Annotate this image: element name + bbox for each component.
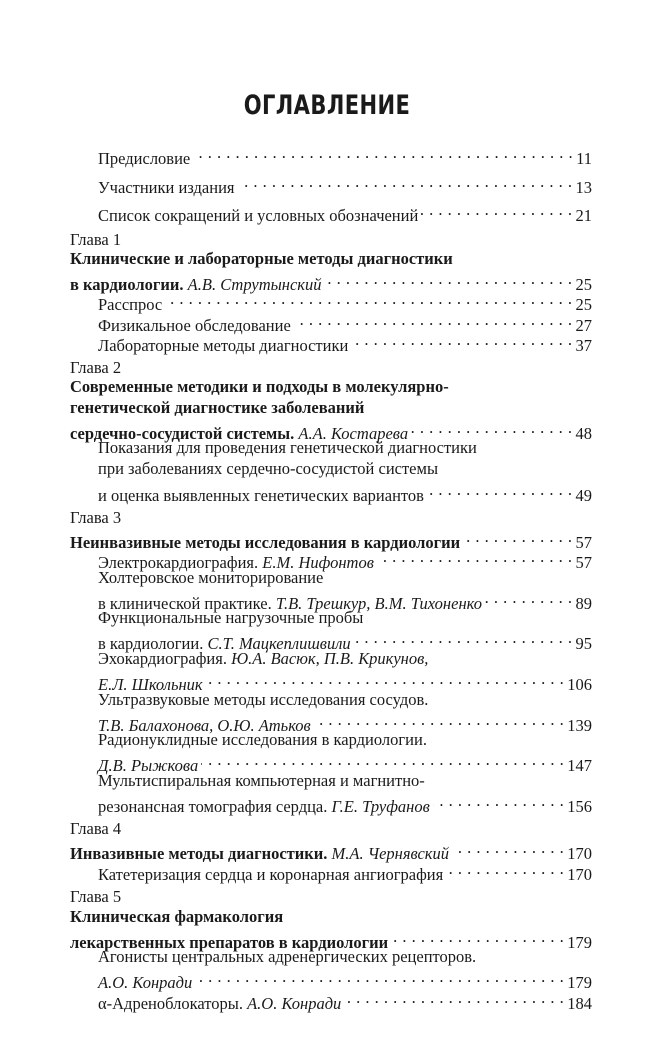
author: Д.В. Рыжкова (98, 756, 199, 775)
leader-dots (433, 790, 564, 812)
chapter-label: Глава 5 (70, 887, 122, 906)
toc-entry[interactable] (98, 709, 592, 735)
toc-entry[interactable]: Лабораторные методы диагностики . . . 37 (98, 329, 592, 351)
author: А.В. Струтынский (187, 275, 322, 294)
toc-entry-line[interactable]: Мультиспиральная компьютерная и магнитно- (98, 771, 425, 790)
author: Т.В. Балахонова, О.Ю. Атьков (98, 716, 311, 735)
chapter-title[interactable]: Современные методики и подходы в молекулярно- (70, 377, 449, 396)
toc-entry-chapter-3[interactable]: Неинвазивные методы исследования в кардиологии . . . 57 (70, 526, 592, 548)
page-number: 25 (575, 275, 592, 294)
toc-entry-chapter-4[interactable]: Инвазивные методы диагностики. М.А. Чернявский . . . 170 (70, 837, 592, 859)
leader-dots (421, 199, 572, 221)
toc-entry-line[interactable]: при заболеваниях сердечно-сосудистой системы (98, 459, 439, 478)
page-number: 49 (575, 486, 592, 505)
toc-entry[interactable]: α-Адреноблокаторы. А.О. Конради . . . 184 (98, 987, 592, 1009)
toc-entry[interactable]: в кардиологии. С.Т. Мацкеплишвили . . . 95 (98, 627, 592, 649)
author: Е.Л. Школьник (98, 675, 203, 694)
page-number: 25 (575, 295, 592, 314)
page-number: 184 (567, 994, 592, 1013)
leader-dots (354, 627, 573, 649)
author: Ю.А. Васюк, П.В. Крикунов, (231, 649, 429, 668)
leader-dots (452, 837, 564, 859)
toc-entry[interactable]: Физикальное обследование . . . 27 (98, 309, 592, 331)
toc-entry[interactable]: Расспрос . . . 25 (98, 288, 592, 310)
toc-entry[interactable]: резонансная томография сердца. Г.Е. Труфанов . . . 156 (98, 790, 592, 812)
leader-dots (411, 417, 572, 439)
chapter-title[interactable]: Клиническая фармакология (70, 907, 284, 926)
leader-dots (201, 749, 564, 771)
toc-entry-line[interactable]: Показания для проведения генетической диагностики (98, 438, 477, 457)
page-number: 170 (567, 865, 592, 884)
leader-dots (193, 142, 573, 164)
toc-entry-line[interactable]: Агонисты центральных адренергических рецепторов. (98, 947, 477, 966)
author: А.О. Конради (247, 994, 342, 1013)
page-number: 27 (575, 316, 592, 335)
page-number: 21 (575, 206, 592, 225)
leader-dots (377, 546, 573, 568)
author: А.О. Конради (98, 973, 193, 992)
page-number: 147 (567, 756, 592, 775)
page-number: 11 (576, 149, 592, 168)
page-number: 57 (575, 553, 592, 572)
leader-dots (391, 926, 564, 948)
chapter-title[interactable]: генетической диагностике заболеваний (70, 398, 365, 417)
toc-entry-abbreviations[interactable]: Список сокращений и условных обозначений . . . 21 (98, 199, 592, 221)
author: Т.В. Трешкур, В.М. Тихоненко (275, 594, 482, 613)
toc-entry-chapter-2[interactable]: сердечно-сосудистой системы. А.А. Костарева . . . 48 (70, 417, 592, 439)
leader-dots (463, 526, 572, 548)
leader-dots (427, 479, 573, 501)
toc-entry-preface[interactable]: Предисловие . . . 11 (98, 142, 592, 164)
page-number: 89 (575, 594, 592, 613)
page-number: 57 (575, 533, 592, 552)
toc-entry[interactable]: Электрокардиография. Е.М. Нифонтов . . . 57 (98, 546, 592, 568)
toc-entry-chapter-1[interactable]: в кардиологии. А.В. Струтынский . . . 25 (70, 268, 592, 290)
author: М.А. Чернявский (331, 844, 450, 863)
toc-entry-line[interactable]: Холтеровское мониторирование (98, 568, 324, 587)
leader-dots (195, 966, 564, 988)
author: А.А. Костарева (298, 424, 409, 443)
toc-entry[interactable] (98, 668, 592, 694)
toc-entry[interactable]: и оценка выявленных генетических вариантов . . . 49 (98, 479, 592, 501)
page-title: ОГЛАВЛЕНИЕ (243, 90, 411, 121)
page-number: 139 (567, 716, 592, 735)
toc-entry-line[interactable]: Радионуклидные исследования в кардиологии. (98, 730, 427, 749)
leader-dots (325, 268, 573, 290)
author: Г.Е. Труфанов (331, 797, 430, 816)
leader-dots (314, 709, 565, 731)
leader-dots (351, 329, 572, 351)
leader-dots (238, 171, 573, 193)
page-number: 106 (567, 675, 592, 694)
leader-dots (485, 587, 573, 609)
page-number: 170 (567, 844, 592, 863)
author: С.Т. Мацкеплишвили (207, 634, 351, 653)
toc-entry-chapter-5[interactable]: лекарственных препаратов в кардиологии . . . 179 (70, 926, 592, 948)
leader-dots (165, 288, 572, 310)
toc-entry[interactable]: в клинической практике. Т.В. Трешкур, В.М. Тихоненко . . . 89 (98, 587, 592, 609)
chapter-label: Глава 3 (70, 508, 122, 527)
leader-dots (294, 309, 573, 331)
chapter-label: Глава 1 (70, 230, 122, 249)
toc-entry[interactable] (98, 749, 592, 775)
page-number: 37 (575, 336, 592, 355)
author: Е.М. Нифонтов (262, 553, 374, 572)
leader-dots (206, 668, 565, 690)
toc-entry-line[interactable]: Эхокардиография. Ю.А. Васюк, П.В. Крикунов, (98, 649, 429, 668)
leader-dots (344, 987, 564, 1009)
chapter-label: Глава 4 (70, 819, 122, 838)
chapter-label: Глава 2 (70, 358, 122, 377)
toc-entry-line[interactable]: Функциональные нагрузочные пробы (98, 608, 364, 627)
page-number: 48 (575, 424, 592, 443)
chapter-title[interactable]: Клинические и лабораторные методы диагностики (70, 249, 453, 268)
toc-entry-line[interactable]: Ультразвуковые методы исследования сосудов. (98, 690, 429, 709)
page-number: 179 (567, 933, 592, 952)
toc-entry-contributors[interactable]: Участники издания . . . 13 (98, 171, 592, 193)
page-number: 156 (567, 797, 592, 816)
leader-dots (446, 858, 564, 880)
page-number: 95 (575, 634, 592, 653)
toc-entry[interactable] (98, 966, 592, 992)
toc-entry[interactable]: Катетеризация сердца и коронарная ангиография . . . 170 (98, 858, 592, 880)
page-number: 13 (575, 178, 592, 197)
page-number: 179 (567, 973, 592, 992)
